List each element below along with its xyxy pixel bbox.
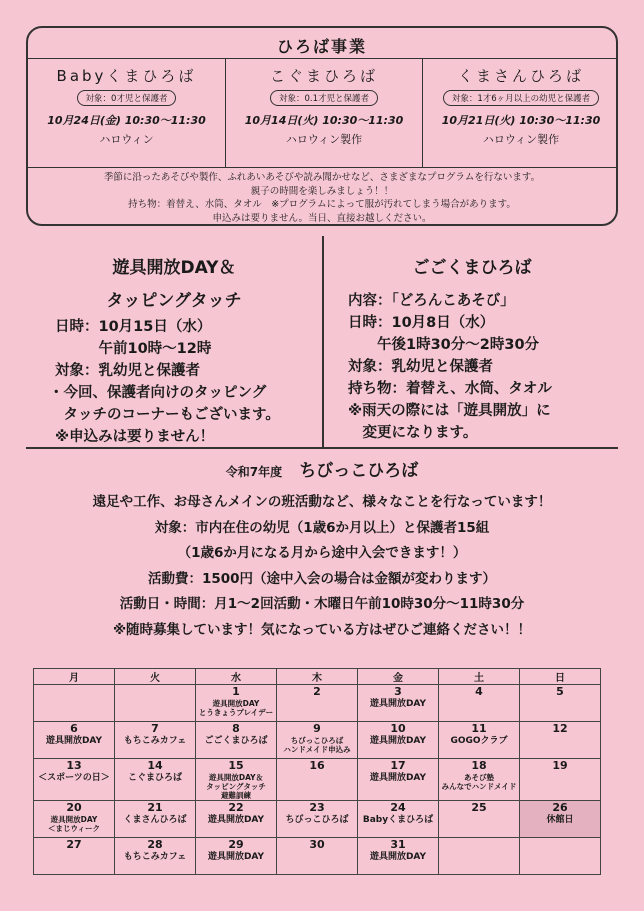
chibikko-header [0, 456, 644, 481]
calendar-event: 遊具開放DAY [207, 852, 265, 862]
program-baby-kuma [28, 59, 225, 167]
calendar-day-number: 22 [228, 801, 244, 814]
calendar-day-cell [358, 801, 439, 838]
calendar-day-number: 16 [309, 759, 325, 772]
calendar-day-cell [358, 838, 439, 875]
calendar-week-row [34, 801, 601, 838]
october-calendar [33, 668, 601, 875]
calendar-day-cell [34, 838, 115, 875]
hiroba-program-box [26, 26, 618, 226]
yugu-title-line1: 遊具開放DAY＆ [112, 258, 236, 278]
calendar-day-number: 17 [390, 759, 406, 772]
calendar-day-number: 10 [390, 722, 406, 735]
calendar-day-number: 27 [66, 838, 82, 851]
calendar-event: ＜スポーツの日＞ [38, 773, 110, 783]
yugu-line: 日時：10月15日（水） [55, 319, 212, 335]
yugu-line: ※申込みは要りません！ [55, 429, 215, 445]
program-event: ハロウィン製作 [285, 133, 363, 146]
calendar-event: GOGOクラブ [450, 736, 508, 746]
calendar-empty-cell [115, 685, 196, 722]
program-name: こぐまひろば [269, 67, 378, 85]
calendar-event: ちびっこひろば [290, 736, 344, 745]
yugu-title-line2: タッピングタッチ [106, 291, 242, 311]
calendar-day-number: 19 [552, 759, 568, 772]
calendar-day-cell [34, 759, 115, 801]
calendar-day-number: 13 [66, 759, 82, 772]
gogo-line: 日時：10月8日（水） [348, 315, 495, 331]
calendar-day-cell [196, 722, 277, 759]
program-event: ハロウィン [99, 133, 154, 146]
program-target: 対象：1才6ヶ月以上の幼児と保護者 [443, 90, 599, 106]
gogo-line: 内容：「どろんこあそび」 [348, 293, 515, 309]
chibikko-year: 令和7年度 [225, 465, 283, 479]
calendar-day-cell [277, 685, 358, 722]
calendar-event: もちこみカフェ [123, 852, 187, 862]
program-kumasan [422, 59, 619, 167]
calendar-day-number: 21 [147, 801, 163, 814]
chibikko-details [0, 490, 644, 643]
calendar-day-cell [34, 722, 115, 759]
weekday-header: 日 [520, 669, 601, 685]
program-event: ハロウィン製作 [482, 133, 560, 146]
calendar-day-cell [520, 722, 601, 759]
gogo-section-title [326, 253, 618, 278]
chibikko-line: ※随時募集しています！気になっている方はぜひご連絡ください！！ [112, 621, 532, 638]
calendar-day-number: 1 [232, 685, 240, 698]
gogo-title: ごごくまひろば [412, 258, 532, 278]
program-target: 対象：0才児と保護者 [77, 90, 177, 106]
calendar-day-cell [439, 685, 520, 722]
calendar-empty-cell [439, 838, 520, 875]
chibikko-title: ちびっこひろば [299, 461, 419, 481]
calendar-day-number: 8 [232, 722, 240, 735]
calendar-empty-cell [520, 838, 601, 875]
calendar-event: とうきょうプレイデー [198, 708, 274, 717]
calendar-day-number: 7 [151, 722, 159, 735]
calendar-day-number: 25 [471, 801, 487, 814]
calendar-event: みんなでハンドメイド [441, 782, 517, 791]
calendar-day-cell [196, 685, 277, 722]
chibikko-line: （1歳6か月になる月から途中入会できます！） [177, 545, 467, 561]
calendar-event: 遊具開放DAY [369, 852, 427, 862]
calendar-event: あそび塾 [464, 773, 494, 782]
program-date: 10月24日(金) 10:30～11:30 [47, 114, 206, 127]
chibikko-line: 活動費：1500円（途中入会の場合は金額が変わります） [147, 570, 497, 587]
calendar-day-cell [277, 838, 358, 875]
hiroba-title: ひろば事業 [276, 37, 367, 56]
calendar-day-cell [34, 801, 115, 838]
calendar-day-number: 24 [390, 801, 406, 814]
weekday-header: 火 [115, 669, 196, 685]
weekday-header: 土 [439, 669, 520, 685]
calendar-day-cell [115, 838, 196, 875]
calendar-event: くまさんひろば [123, 815, 187, 825]
weekday-header: 金 [358, 669, 439, 685]
program-name: Babyくまひろば [56, 67, 197, 85]
calendar-event: こぐまひろば [127, 773, 182, 783]
weekday-header: 木 [277, 669, 358, 685]
program-date: 10月14日(火) 10:30～11:30 [244, 114, 404, 127]
calendar-day-cell [196, 838, 277, 875]
calendar-day-number: 15 [228, 759, 244, 772]
calendar-day-cell [115, 801, 196, 838]
calendar-day-cell [358, 685, 439, 722]
program-koguma [225, 59, 422, 167]
gogo-line: 対象：乳幼児と保護者 [348, 359, 493, 375]
program-date: 10月21日(火) 10:30～11:30 [441, 114, 601, 127]
calendar-event: 遊具開放DAY [207, 815, 265, 825]
calendar-day-cell [277, 722, 358, 759]
yugu-line: 対象：乳幼児と保護者 [55, 363, 200, 379]
gogo-line: 変更になります。 [348, 425, 478, 441]
calendar-event: ハンドメイド申込み [283, 745, 351, 754]
calendar-event: 遊具開放DAY [50, 815, 98, 824]
calendar-day-cell [277, 801, 358, 838]
program-target: 対象：0.1才児と保護者 [270, 90, 378, 106]
calendar-day-number: 26 [552, 801, 568, 814]
gogo-line: 持ち物：着替え、水筒、タオル [348, 381, 552, 397]
calendar-day-cell [439, 801, 520, 838]
calendar-week-row [34, 685, 601, 722]
yugu-line: ・今回、保護者向けのタッピング [49, 385, 267, 401]
calendar-event: ＜まじウィーク [47, 824, 101, 833]
calendar-day-number: 2 [313, 685, 321, 698]
note-line: 季節に沿ったあそびや製作、ふれあいあそびや読み聞かせなど、さまざまなプログラムを行ないます。 [103, 172, 541, 183]
chibikko-line: 活動日・時間：月1～2回活動・木曜日午前10時30分～11時30分 [119, 596, 525, 612]
calendar-day-number: 28 [147, 838, 163, 851]
calendar-event: 遊具開放DAY [369, 773, 427, 783]
gogo-line: 午後1時30分～2時30分 [348, 337, 540, 353]
calendar-day-number: 5 [556, 685, 564, 698]
calendar-day-number: 4 [475, 685, 483, 698]
calendar-day-number: 18 [471, 759, 487, 772]
yugu-line: タッチのコーナーもございます。 [49, 407, 280, 423]
calendar-day-number: 11 [471, 722, 487, 735]
calendar-event: Babyくまひろば [362, 815, 434, 825]
divider [28, 167, 616, 168]
calendar-event: 遊具開放DAY [369, 736, 427, 746]
calendar-day-cell [358, 722, 439, 759]
calendar-day-number: 23 [309, 801, 325, 814]
calendar-day-number: 14 [147, 759, 163, 772]
calendar-body [34, 685, 601, 875]
chibikko-line: 遠足や工作、お母さんメインの班活動など、様々なことを行なっています！ [92, 494, 552, 510]
weekday-header: 月 [34, 669, 115, 685]
calendar-day-cell [196, 759, 277, 801]
calendar-week-row [34, 838, 601, 875]
gogo-line: ※雨天の際には「遊具開放」に [348, 403, 551, 419]
calendar-weekday-row [34, 669, 601, 685]
calendar-day-number: 3 [394, 685, 402, 698]
hiroba-notes [28, 171, 616, 225]
weekday-header: 水 [196, 669, 277, 685]
yugu-line: 午前10時～12時 [55, 341, 212, 357]
calendar-event: 休館日 [546, 815, 574, 825]
gogo-details [348, 290, 552, 444]
calendar-day-cell [439, 722, 520, 759]
calendar-day-cell [520, 801, 601, 838]
calendar-event: 遊具開放DAY＆ [208, 773, 264, 782]
calendar-day-cell [520, 759, 601, 801]
calendar-day-number: 12 [552, 722, 568, 735]
note-line: 持ち物：着替え、水筒、タオル ※プログラムによって服が汚れてしまう場合があります。 [128, 199, 516, 210]
calendar-event: ごごくまひろば [204, 736, 268, 746]
calendar-day-cell [358, 759, 439, 801]
program-name: くまさんひろば [457, 67, 584, 85]
chibikko-line: 対象：市内在住の幼児（1歳6か月以上）と保護者15組 [154, 519, 490, 536]
calendar-event: ちびっこひろば [285, 815, 349, 825]
calendar-day-number: 31 [390, 838, 406, 851]
calendar-day-cell [520, 685, 601, 722]
calendar-day-cell [196, 801, 277, 838]
note-line: 親子の時間を楽しみましょう！！ [250, 185, 394, 197]
calendar-day-cell [115, 722, 196, 759]
calendar-day-number: 9 [313, 722, 321, 735]
calendar-day-number: 30 [309, 838, 325, 851]
calendar-day-cell [277, 759, 358, 801]
calendar-event: 避難訓練 [221, 791, 251, 800]
calendar-event: もちこみカフェ [123, 736, 187, 746]
calendar-day-number: 6 [70, 722, 78, 735]
calendar-day-cell [439, 759, 520, 801]
yugu-details [49, 316, 280, 448]
divider [322, 236, 324, 448]
calendar-week-row [34, 759, 601, 801]
calendar-day-cell [115, 759, 196, 801]
yugu-section-title [30, 253, 318, 311]
note-line: 申込みは要りません。当日、直接お越しください。 [212, 212, 432, 224]
calendar-empty-cell [34, 685, 115, 722]
calendar-day-number: 20 [66, 801, 82, 814]
calendar-week-row [34, 722, 601, 759]
calendar-event: 遊具開放DAY [212, 699, 260, 708]
calendar-day-number: 29 [228, 838, 244, 851]
calendar-event: 遊具開放DAY [45, 736, 103, 746]
calendar-event: 遊具開放DAY [369, 699, 427, 709]
calendar-event: タッピングタッチ [206, 782, 266, 791]
